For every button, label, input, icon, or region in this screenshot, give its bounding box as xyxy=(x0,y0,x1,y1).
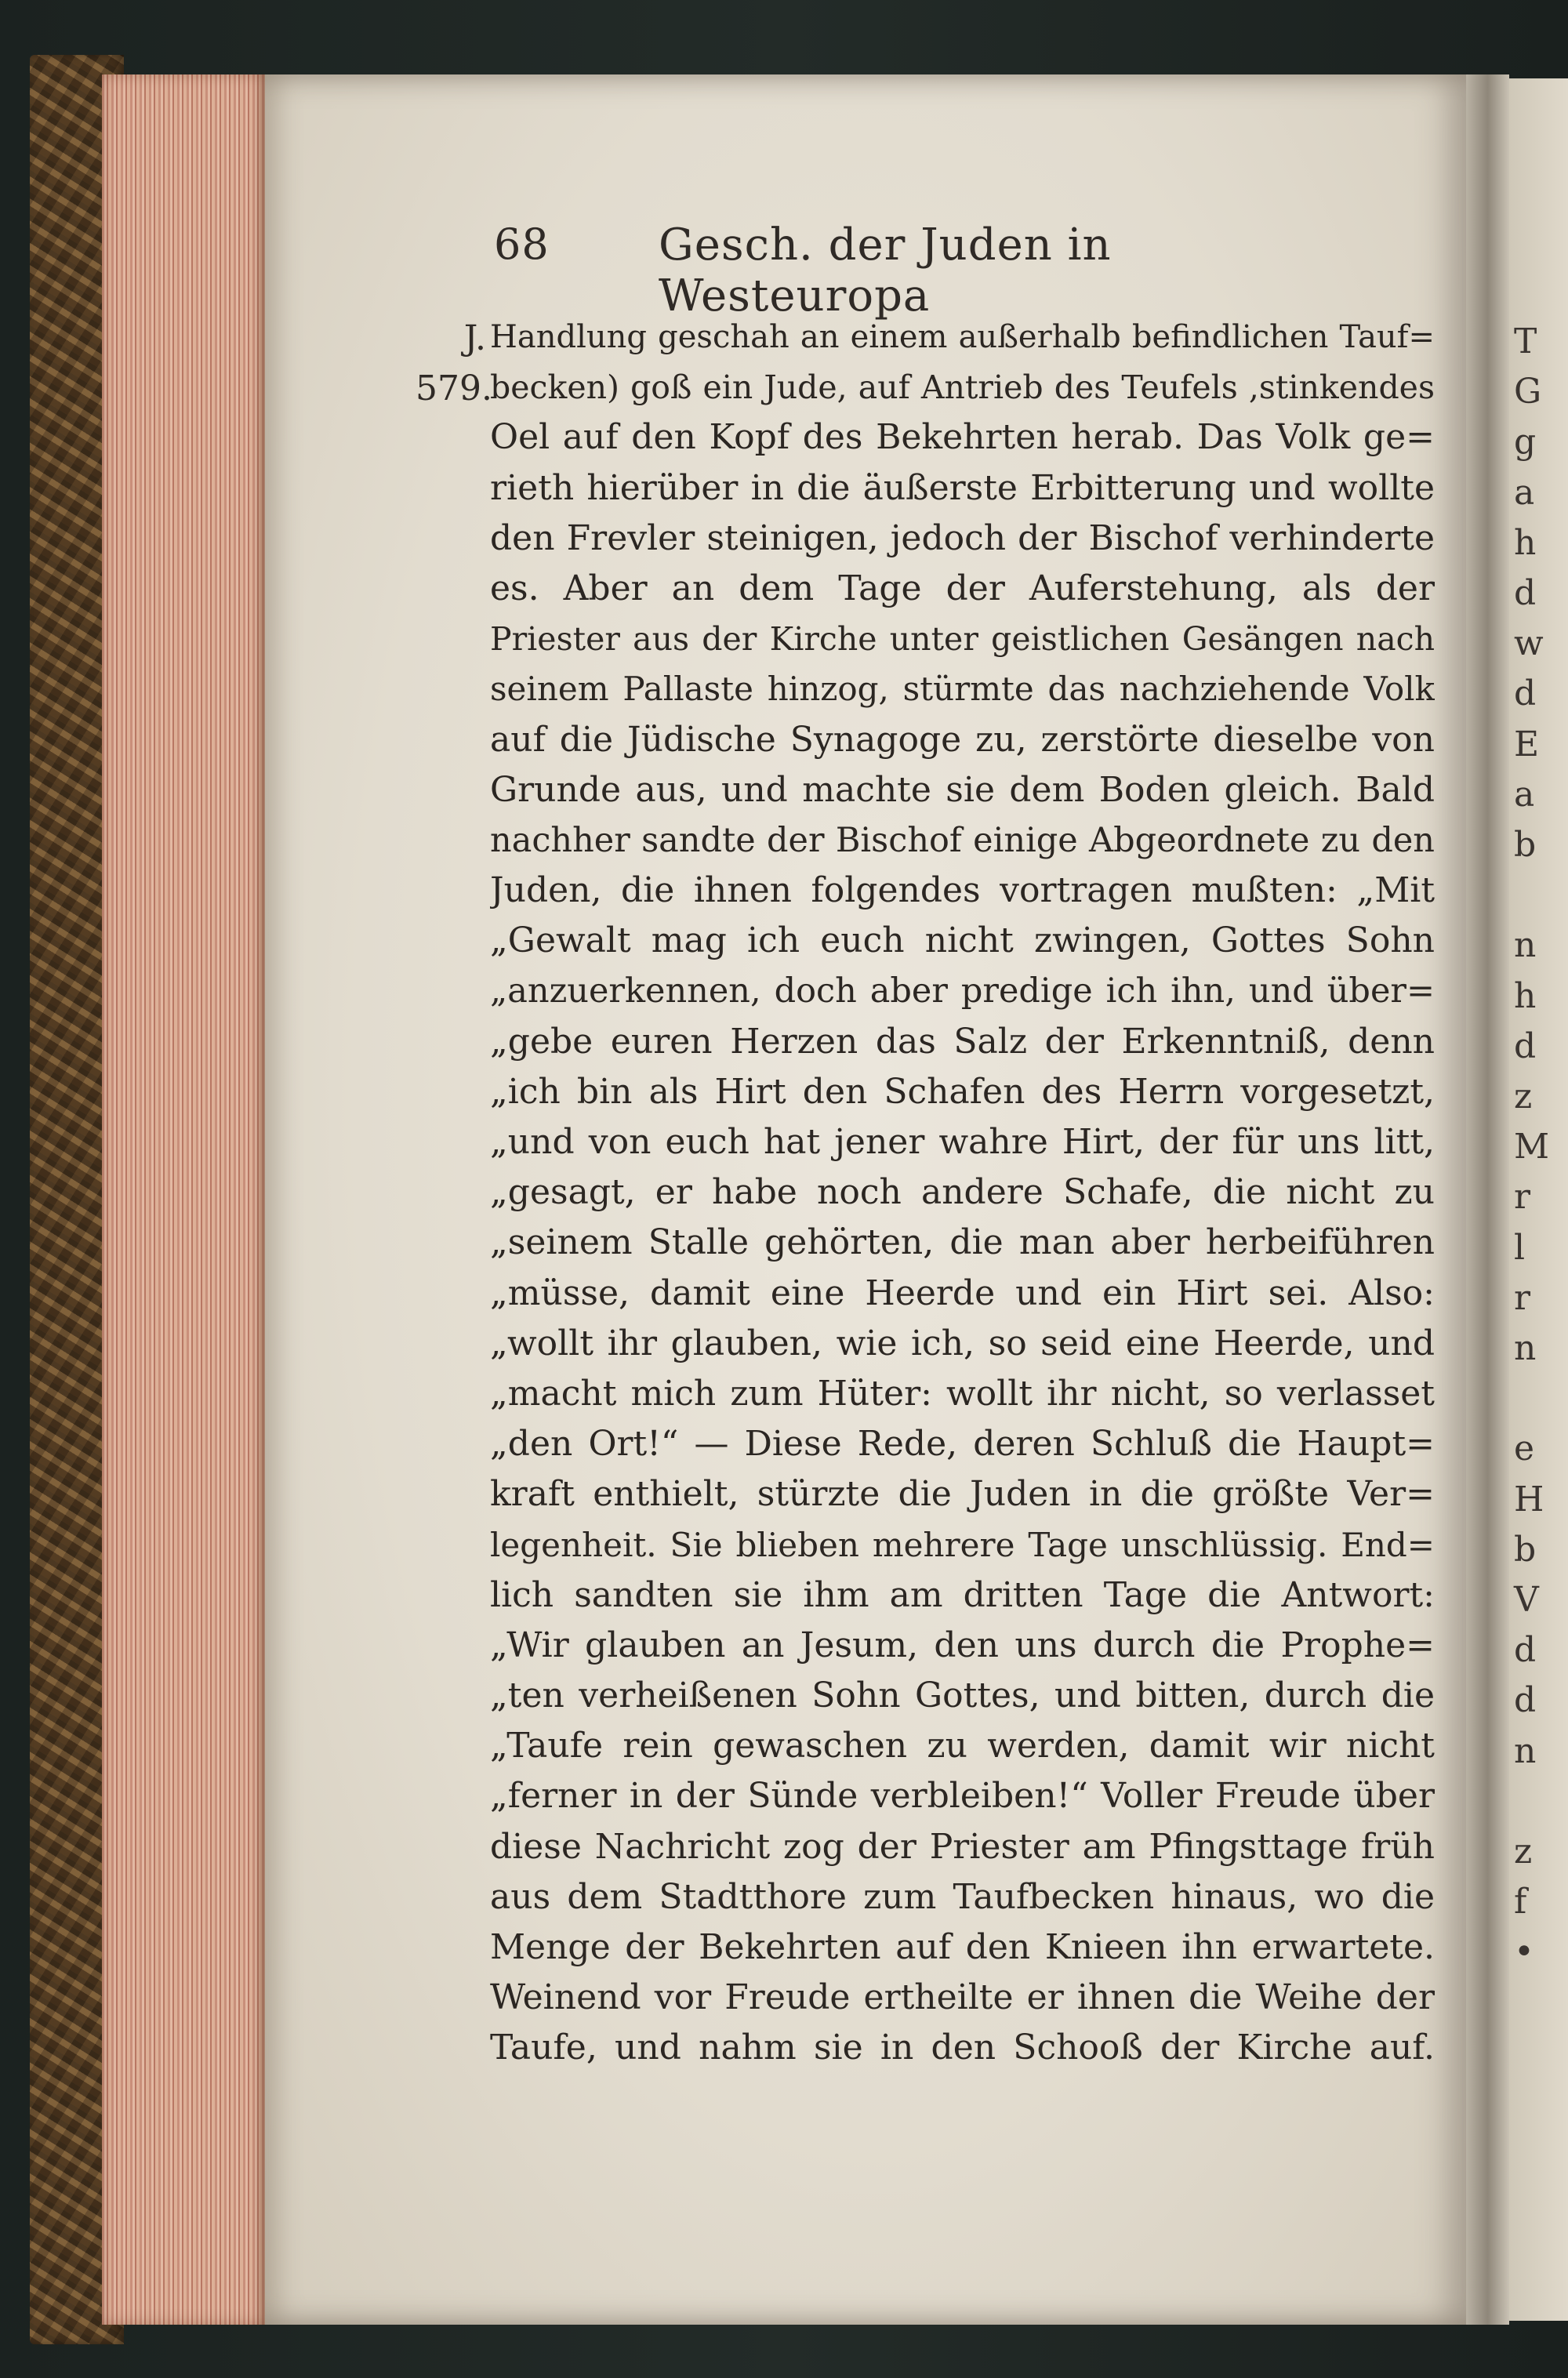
text-line: „müsse, damit eine Heerde und ein Hirt sei. Also: xyxy=(490,1273,1435,1313)
text-line: nachher sandte der Bischof einige Abgeordnete zu den xyxy=(490,820,1435,860)
next-page-sliver xyxy=(1509,78,1568,2321)
next-page-fragment: d xyxy=(1514,1630,1537,1671)
next-page-fragment: a xyxy=(1514,472,1535,513)
next-page-fragment: M xyxy=(1514,1127,1550,1167)
text-line: „Wir glauben an Jesum, den uns durch die Prophe= xyxy=(490,1625,1435,1665)
next-page-fragment: d xyxy=(1514,673,1537,714)
next-page-fragment: e xyxy=(1514,1429,1535,1469)
next-page-fragment: f xyxy=(1514,1882,1527,1922)
text-line: diese Nachricht zog der Priester am Pfingsttage früh xyxy=(490,1826,1435,1867)
text-line: Juden, die ihnen folgendes vortragen mußten: „Mit xyxy=(490,870,1435,911)
text-line: Grunde aus, und machte sie dem Boden gleich. Bald xyxy=(490,769,1435,810)
next-page-fragment: r xyxy=(1514,1177,1531,1218)
next-page-fragment: E xyxy=(1514,724,1540,764)
next-page-fragment: d xyxy=(1514,1680,1537,1721)
next-page-fragment: H xyxy=(1514,1479,1544,1519)
next-page-fragment: b xyxy=(1514,1529,1537,1570)
text-line: „macht mich zum Hüter: wollt ihr nicht, so verlasset xyxy=(490,1373,1435,1414)
margin-note-line: J. xyxy=(463,318,486,358)
text-line: „seinem Stalle gehörten, die man aber herbeiführen xyxy=(490,1222,1435,1263)
body-text xyxy=(490,312,1435,2074)
next-page-fragment: l xyxy=(1514,1227,1526,1268)
text-line: rieth hierüber in die äußerste Erbitterung und wollte xyxy=(490,467,1435,508)
text-line: „wollt ihr glauben, wie ich, so seid eine Heerde, und xyxy=(490,1323,1435,1363)
text-line: „Gewalt mag ich euch nicht zwingen, Gottes Sohn xyxy=(490,920,1435,961)
text-line: Taufe, und nahm sie in den Schooß der Kirche auf. xyxy=(490,2028,1435,2068)
text-line: „Taufe rein gewaschen zu werden, damit wir nicht xyxy=(490,1726,1435,1766)
next-page-fragment: g xyxy=(1514,422,1537,463)
page-edges xyxy=(102,74,267,2325)
next-page-fragment: n xyxy=(1514,925,1537,966)
next-page-fragment: r xyxy=(1514,1277,1531,1318)
text-line: den Frevler steinigen, jedoch der Bischof verhinderte xyxy=(490,517,1435,558)
text-line: becken) goß ein Jude, auf Antrieb des Teufels ,stinkendes xyxy=(490,368,1435,407)
margin-note-line: 579. xyxy=(416,368,492,408)
next-page-fragment: b xyxy=(1514,825,1537,865)
running-head-title: Gesch. der Juden in Westeuropa xyxy=(659,220,1112,321)
text-line: seinem Pallaste hinzog, stürmte das nachziehende Volk xyxy=(490,670,1435,709)
text-line: „anzuerkennen, doch aber predige ich ihn, und über= xyxy=(490,971,1435,1011)
text-line: Menge der Bekehrten auf den Knieen ihn erwartete. xyxy=(490,1927,1435,1967)
page-number: 68 xyxy=(494,220,550,269)
next-page-fragment: h xyxy=(1514,975,1537,1016)
text-line: legenheit. Sie blieben mehrere Tage unschlüssig. End= xyxy=(490,1525,1435,1564)
next-page-fragment xyxy=(1514,871,1568,920)
next-page-fragment: • xyxy=(1514,1932,1534,1973)
next-page-fragment: n xyxy=(1514,1730,1537,1771)
next-page-fragment: n xyxy=(1514,1328,1537,1368)
next-page-fragment: d xyxy=(1514,1026,1537,1066)
text-line: Oel auf den Kopf des Bekehrten herab. Das Volk ge= xyxy=(490,417,1435,458)
next-page-fragment xyxy=(1514,1374,1568,1423)
next-page-fragment xyxy=(1514,1777,1568,1826)
next-page-fragment: z xyxy=(1514,1832,1533,1872)
next-page-fragment: w xyxy=(1514,623,1544,664)
next-page-fragment: z xyxy=(1514,1076,1533,1116)
text-line: „ten verheißenen Sohn Gottes, und bitten, durch die xyxy=(490,1675,1435,1716)
margin-note xyxy=(416,314,492,414)
text-line: Weinend vor Freude ertheilte er ihnen die Weihe der xyxy=(490,1977,1435,2018)
next-page-fragment: d xyxy=(1514,573,1537,613)
text-line: aus dem Stadtthore zum Taufbecken hinaus, wo die xyxy=(490,1876,1435,1917)
text-line: Priester aus der Kirche unter geistlichen Gesängen nach xyxy=(490,620,1435,659)
text-line: „den Ort!“ — Diese Rede, deren Schluß die Haupt= xyxy=(490,1424,1435,1465)
text-line: kraft enthielt, stürzte die Juden in die größte Ver= xyxy=(490,1474,1435,1515)
next-page-fragment: V xyxy=(1514,1580,1539,1620)
text-line: „ich bin als Hirt den Schafen des Herrn vorgesetzt, xyxy=(490,1071,1435,1112)
text-line: Handlung geschah an einem außerhalb befindlichen Tauf= xyxy=(490,319,1435,355)
text-line: „gesagt, er habe noch andere Schafe, die nicht zu xyxy=(490,1172,1435,1213)
text-line: „und von euch hat jener wahre Hirt, der für uns litt, xyxy=(490,1122,1435,1162)
text-line: auf die Jüdische Synagoge zu, zerstörte dieselbe von xyxy=(490,719,1435,760)
text-line: „ferner in der Sünde verbleiben!“ Voller Freude über xyxy=(490,1776,1435,1817)
text-line: lich sandten sie ihm am dritten Tage die Antwort: xyxy=(490,1574,1435,1615)
next-page-fragment: T xyxy=(1514,321,1537,361)
next-page-fragment: h xyxy=(1514,522,1537,563)
next-page-fragment: a xyxy=(1514,774,1535,815)
next-page-fragment: G xyxy=(1514,372,1542,412)
text-line: es. Aber an dem Tage der Auferstehung, als der xyxy=(490,568,1435,608)
gutter xyxy=(1466,74,1509,2325)
text-line: „gebe euren Herzen das Salz der Erkenntniß, denn xyxy=(490,1021,1435,1062)
running-header xyxy=(494,220,1372,321)
